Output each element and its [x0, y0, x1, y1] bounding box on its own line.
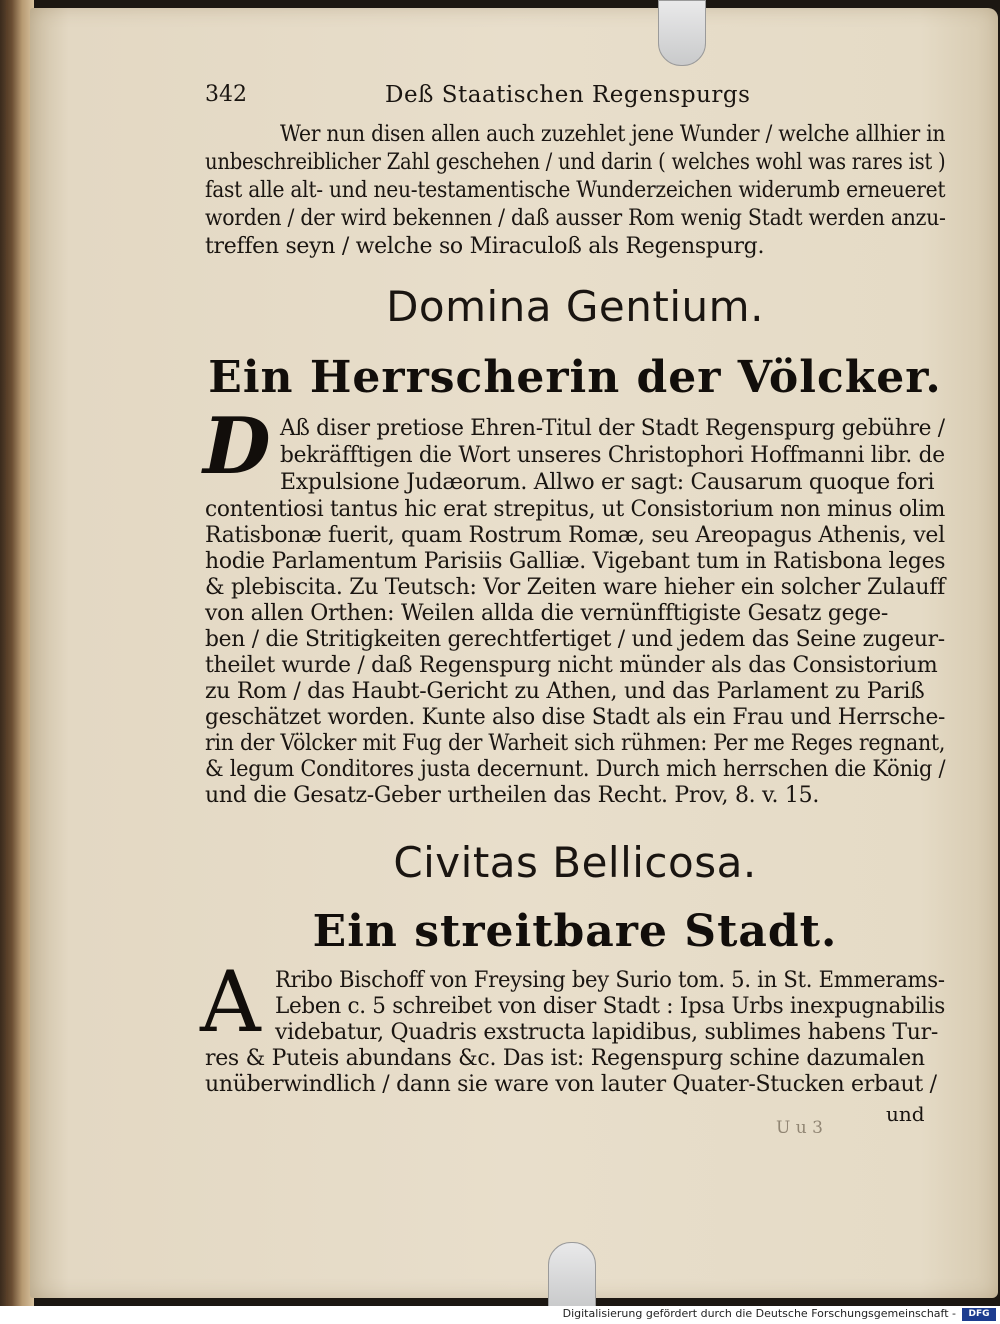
running-head: Deß Staatischen Regenspurgs [385, 82, 751, 108]
paragraph-line: theilet wurde / daß Regenspurg nicht münder als das Consistorium [205, 653, 938, 678]
paragraph-line: ben / die Stritigkeiten gerechtfertiget / und jedem das Seine zugeur- [205, 627, 945, 652]
paragraph-line: contentiosi tantus hic erat strepitus, ut Consistorium non minus olim [205, 497, 946, 522]
book-fore-edge [0, 0, 34, 1306]
footer-credit: Digitalisierung gefördert durch die Deutsche Forschungsgemeinschaft - [562, 1307, 956, 1320]
paragraph-line: zu Rom / das Haubt-Gericht zu Athen, und das Parlament zu Pariß [205, 679, 925, 704]
paragraph-line: rin der Völcker mit Fug der Warheit sich rühmen: Per me Reges regnant, [205, 731, 946, 756]
signature-mark: U u 3 [776, 1118, 823, 1138]
page-header [205, 82, 945, 116]
paragraph-line: videbatur, Quadris exstructa lapidibus, sublimes habens Tur- [275, 1020, 938, 1045]
page-number: 342 [205, 82, 247, 107]
dfg-logo: DFG [962, 1308, 996, 1321]
paragraph-line: hodie Parlamentum Parisiis Galliæ. Vigebant tum in Ratisbona leges [205, 549, 946, 574]
section-latin-title: Civitas Bellicosa. [393, 838, 757, 887]
paragraph-line: bekräfftigen die Wort unseres Christophori Hoffmanni libr. de [280, 443, 945, 468]
section-german-title: Ein Herrscherin der Völcker. [208, 352, 942, 403]
paragraph-line: Ratisbonæ fuerit, quam Rostrum Romæ, seu Areopagus Athenis, vel [205, 523, 945, 548]
paragraph-line: geschätzet worden. Kunte also dise Stadt als ein Frau und Herrsche- [205, 705, 946, 730]
paragraph-line: Aß diser pretiose Ehren-Titul der Stadt Regenspurg gebühre / [280, 416, 945, 441]
drop-cap: D [203, 401, 271, 492]
section-latin-title: Domina Gentium. [386, 282, 764, 331]
paragraph-line: & plebiscita. Zu Teutsch: Vor Zeiten ware hieher ein solcher Zulauff [205, 575, 945, 600]
paragraph-line: von allen Orthen: Weilen allda die vernünfftigiste Gesatz gege- [205, 601, 889, 626]
paragraph-line: Wer nun disen allen auch zuzehlet jene Wunder / welche allhier in [280, 122, 946, 147]
page-clip-bottom [548, 1242, 596, 1306]
paragraph-line: Expulsione Judæorum. Allwo er sagt: Causarum quoque fori [280, 470, 935, 495]
paragraph-line: fast alle alt- und neu-testamentische Wunderzeichen widerumb erneueret [205, 178, 946, 203]
catchword: und [886, 1102, 925, 1126]
paragraph-line: unbeschreiblicher Zahl geschehen / und darin ( welches wohl was rares ist ) [205, 150, 946, 175]
paragraph-line: und die Gesatz-Geber urtheilen das Recht. Prov, 8. v. 15. [205, 783, 820, 808]
digitization-footer [0, 1306, 1000, 1324]
drop-cap: A [200, 953, 261, 1051]
paragraph-line: Leben c. 5 schreibet von diser Stadt : Ipsa Urbs inexpugnabilis [275, 994, 945, 1019]
paragraph-line: Rribo Bischoff von Freysing bey Surio tom. 5. in St. Emmerams- [275, 968, 945, 993]
paragraph-line: & legum Conditores justa decernunt. Durch mich herrschen die König / [205, 757, 946, 782]
paragraph-line: res & Puteis abundans &c. Das ist: Regenspurg schine dazumalen [205, 1046, 925, 1071]
paragraph-line: unüberwindlich / dann sie ware von lauter Quater-Stucken erbaut / [205, 1072, 937, 1097]
paragraph-line: treffen seyn / welche so Miraculoß als Regenspurg. [205, 234, 765, 259]
page-clip-top [658, 0, 706, 66]
paragraph-line: worden / der wird bekennen / daß ausser Rom wenig Stadt werden anzu- [205, 206, 946, 231]
section-german-title: Ein streitbare Stadt. [312, 906, 838, 957]
